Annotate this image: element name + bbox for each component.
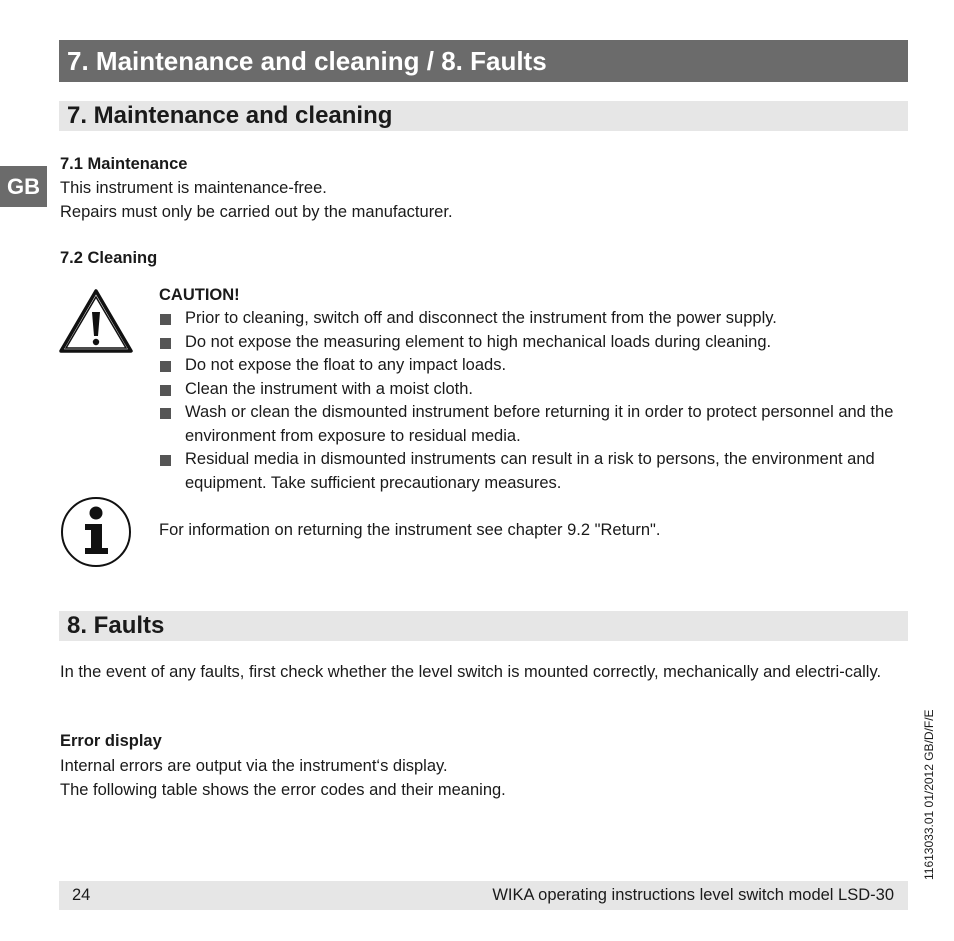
warning-triangle-icon <box>58 288 134 354</box>
bullet-square-icon <box>160 361 171 372</box>
document-code: 11613033.01 01/2012 GB/D/F/E <box>922 709 936 880</box>
list-item: Do not expose the float to any impact loads. <box>159 354 909 378</box>
page-header-bar <box>59 40 908 82</box>
list-item: Residual media in dismounted instruments can result in a risk to persons, the environment and equipment. Take sufficient precautionary measures. <box>159 448 909 495</box>
list-item: Do not expose the measuring element to high mechanical loads during cleaning. <box>159 331 909 355</box>
list-item: Wash or clean the dismounted instrument before returning it in order to protect personnel and the environment from exposure to residual media. <box>159 401 909 448</box>
maintenance-line-1: This instrument is maintenance-free. <box>60 179 327 197</box>
error-display-line-2: The following table shows the error codes and their meaning. <box>60 781 506 799</box>
bullet-square-icon <box>160 385 171 396</box>
page-number: 24 <box>72 886 91 904</box>
list-item: Clean the instrument with a moist cloth. <box>159 378 909 402</box>
maintenance-heading: 7.1 Maintenance <box>60 155 188 173</box>
caution-label: CAUTION! <box>159 286 240 304</box>
bullet-square-icon <box>160 455 171 466</box>
section-8-heading: 8. Faults <box>59 611 908 641</box>
page-footer <box>59 881 908 910</box>
bullet-square-icon <box>160 338 171 349</box>
cleaning-heading: 7.2 Cleaning <box>60 249 158 267</box>
list-item: Prior to cleaning, switch off and disconnect the instrument from the power supply. <box>159 307 909 331</box>
info-circle-icon <box>60 496 132 568</box>
return-info-text: For information on returning the instrument see chapter 9.2 "Return". <box>159 521 661 539</box>
bullet-square-icon <box>160 314 171 325</box>
faults-intro: In the event of any faults, first check whether the level switch is mounted correctly, mechanically and electri-cally. <box>60 663 882 681</box>
footer-doc-title: WIKA operating instructions level switch model LSD-30 <box>492 886 894 904</box>
bullet-square-icon <box>160 408 171 419</box>
page-header-title: 7. Maintenance and cleaning / 8. Faults <box>67 46 547 76</box>
error-display-line-1: Internal errors are output via the instrument‘s display. <box>60 757 448 775</box>
language-tab: GB <box>0 166 47 207</box>
section-7-heading: 7. Maintenance and cleaning <box>59 101 908 131</box>
cleaning-caution-list <box>159 307 909 495</box>
maintenance-line-2: Repairs must only be carried out by the manufacturer. <box>60 203 453 221</box>
error-display-heading: Error display <box>60 732 162 750</box>
